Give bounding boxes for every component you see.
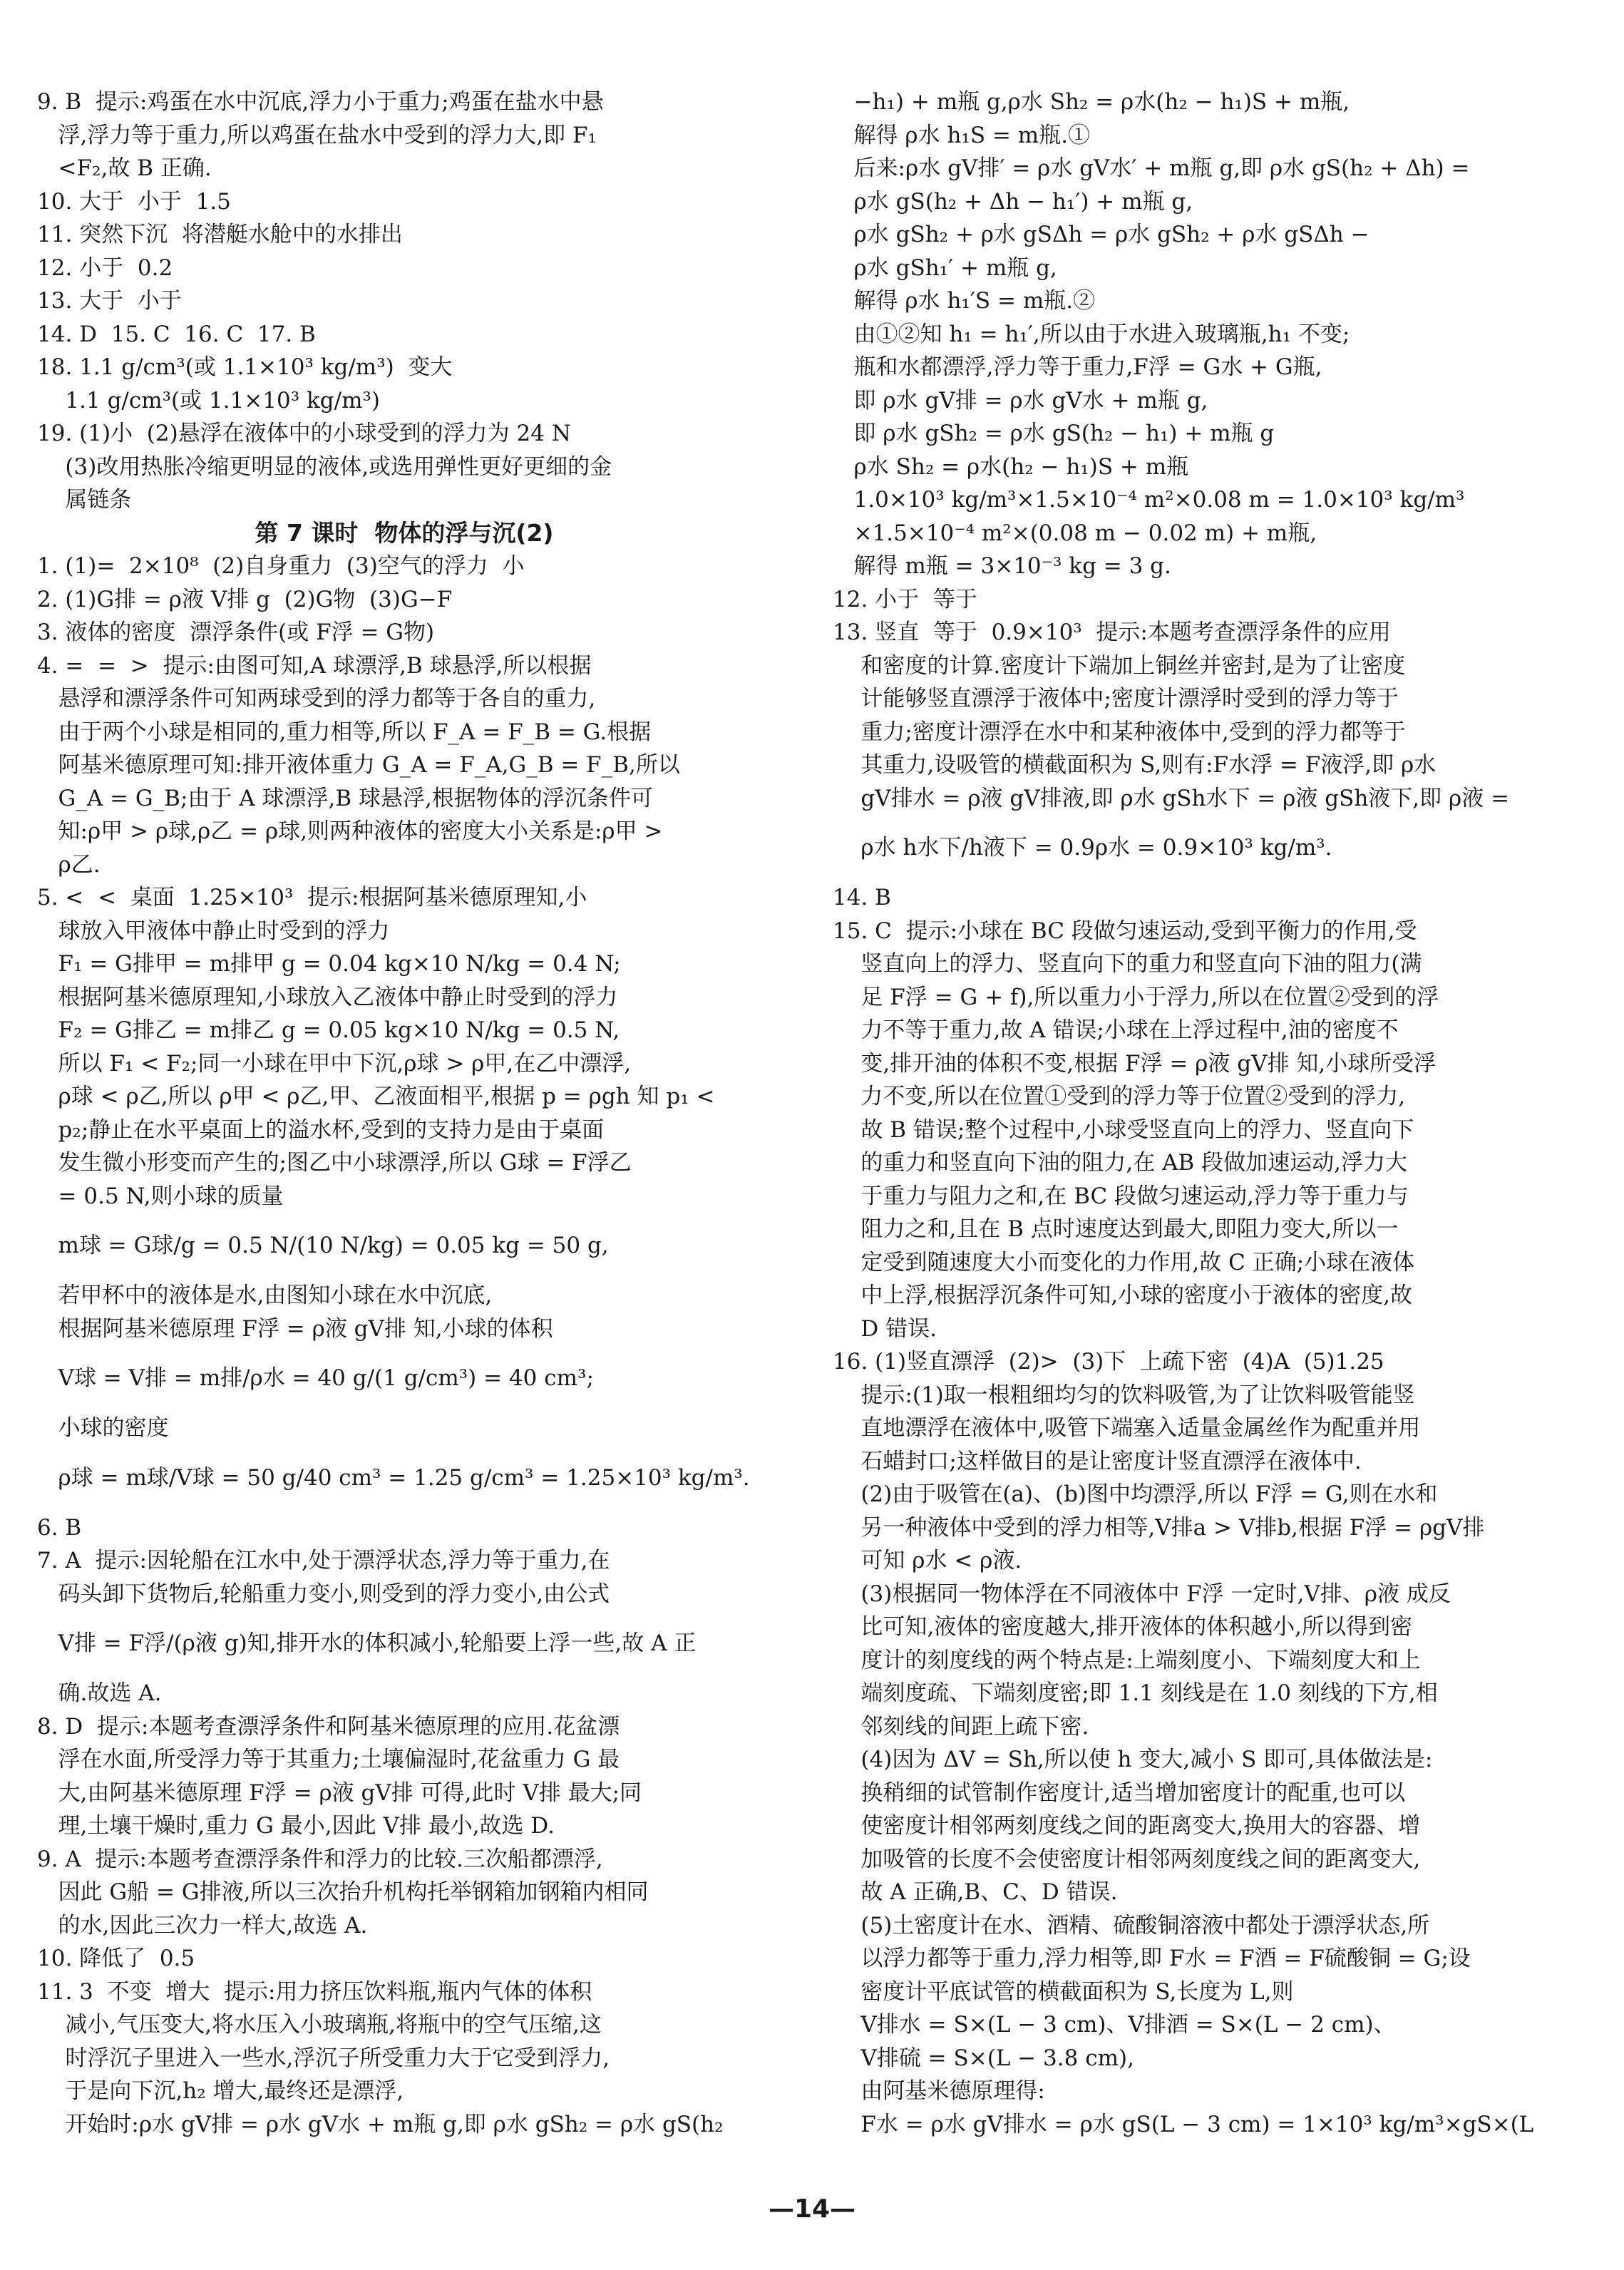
text-line: 即 ρ水 gV排 = ρ水 gV水 + m瓶 g, [833, 387, 1208, 414]
text-line: 12. 小于 0.2 [37, 255, 173, 281]
text-line: 密度计平底试管的横截面积为 S,长度为 L,则 [833, 1978, 1294, 2005]
text-line: 竖直向上的浮力、竖直向下的重力和竖直向下油的阻力(满 [833, 951, 1422, 977]
text-line: 开始时:ρ水 gV排 = ρ水 gV水 + m瓶 g,即 ρ水 gSh₂ = ρ水 gS(h₂ [37, 2111, 724, 2137]
text-line: F水 = ρ水 gV排水 = ρ水 gS(L − 3 cm) = 1×10³ kg/m³×gS×(L [833, 2111, 1534, 2137]
text-line: 10. 大于 小于 1.5 [37, 188, 231, 215]
text-line: 根据阿基米德原理知,小球放入乙液体中静止时受到的浮力 [37, 984, 618, 1010]
text-line: 使密度计相邻两刻度线之间的距离变大,换用大的容器、增 [833, 1813, 1421, 1839]
text-line: 重力;密度计漂浮在水中和某种液体中,受到的浮力都等于 [833, 719, 1406, 745]
text-line: 的重力和竖直向下油的阻力,在 AB 段做加速运动,浮力大 [833, 1150, 1407, 1176]
text-line: 14. B [833, 885, 891, 910]
text-line: 定受到随速度大小而变化的力作用,故 C 正确;小球在液体 [833, 1249, 1415, 1275]
text-line: 加吸管的长度不会使密度计相邻两刻度线之间的距离变大, [833, 1846, 1421, 1872]
text-line: 和密度的计算.密度计下端加上铜丝并密封,是为了让密度 [833, 652, 1406, 679]
text-line: 发生微小形变而产生的;图乙中小球漂浮,所以 G球 = F浮乙 [37, 1150, 632, 1176]
text-line: 后来:ρ水 gV排′ = ρ水 gV水′ + m瓶 g,即 ρ水 gS(h₂ + Δh) = [833, 155, 1470, 181]
text-line: 18. 1.1 g/cm³(或 1.1×10³ kg/m³) 变大 [37, 354, 453, 380]
page-number: —14— [768, 2194, 856, 2224]
text-line: 解得 ρ水 h₁′S = m瓶.② [833, 288, 1096, 314]
text-line: 14. D 15. C 16. C 17. B [37, 321, 316, 347]
text-line: (2)由于吸管在(a)、(b)图中均漂浮,所以 F浮 = G,则在水和 [833, 1481, 1438, 1507]
text-line: 减小,气压变大,将水压入小玻璃瓶,将瓶中的空气压缩,这 [37, 2012, 602, 2038]
text-line: 计能够竖直漂浮于液体中;密度计漂浮时受到的浮力等于 [833, 686, 1399, 712]
text-line: 悬浮和漂浮条件可知两球受到的浮力都等于各自的重力, [37, 686, 596, 712]
text-line: m球 = G球/g = 0.5 N/(10 N/kg) = 0.05 kg = 50 g, [37, 1233, 609, 1258]
text-line: 1.0×10³ kg/m³×1.5×10⁻⁴ m²×0.08 m = 1.0×10³ kg/m³ [833, 487, 1465, 513]
text-line: 属链条 [37, 487, 132, 513]
text-line: 力不等于重力,故 A 错误;小球在上浮过程中,油的密度不 [833, 1017, 1399, 1043]
text-line: 所以 F₁ < F₂;同一小球在甲中下沉,ρ球 > ρ甲,在乙中漂浮, [37, 1050, 632, 1077]
text-line: 其重力,设吸管的横截面积为 S,则有:F水浮 = F液浮,即 ρ水 [833, 752, 1437, 778]
text-line: 浮在水面,所受浮力等于其重力;土壤偏湿时,花盆重力 G 最 [37, 1747, 620, 1772]
text-line: gV排水 = ρ液 gV排液,即 ρ水 gSh水下 = ρ液 gSh液下,即 ρ液 = [833, 785, 1510, 811]
text-line: 大,由阿基米德原理 F浮 = ρ液 gV排 可得,此时 V排 最大;同 [37, 1779, 642, 1806]
text-line: 端刻度疏、下端刻度密;即 1.1 刻线是在 1.0 刻线的下方,相 [833, 1680, 1438, 1706]
text-line: 11. 3 不变 增大 提示:用力挤压饮料瓶,瓶内气体的体积 [37, 1978, 592, 2005]
text-line: 由于两个小球是相同的,重力相等,所以 F_A = F_B = G.根据 [37, 719, 652, 745]
text-line: 球放入甲液体中静止时受到的浮力 [37, 918, 390, 944]
text-line: 石蜡封口;这样做目的是让密度计竖直漂浮在液体中. [833, 1448, 1362, 1474]
text-line: 足 F浮 = G + f),所以重力小于浮力,所以在位置②受到的浮 [833, 984, 1439, 1010]
text-line: 若甲杯中的液体是水,由图知小球在水中沉底, [37, 1283, 493, 1308]
text-line: 时浮沉子里进入一些水,浮沉子所受重力大于它受到浮力, [37, 2045, 610, 2071]
text-line: 12. 小于 等于 [833, 586, 977, 612]
text-line: 1.1 g/cm³(或 1.1×10³ kg/m³) [37, 387, 380, 414]
text-line: V排硫 = S×(L − 3.8 cm), [833, 2045, 1134, 2071]
text-line: V排水 = S×(L − 3 cm)、V排酒 = S×(L − 2 cm)、 [833, 2012, 1396, 2038]
text-line: 理,土壤干燥时,重力 G 最小,因此 V排 最小,故选 D. [37, 1813, 555, 1839]
text-line: 解得 ρ水 h₁S = m瓶.① [833, 122, 1091, 148]
text-line: −h₁) + m瓶 g,ρ水 Sh₂ = ρ水(h₂ − h₁)S + m瓶, [833, 89, 1350, 115]
text-line: 瓶和水都漂浮,浮力等于重力,F浮 = G水 + G瓶, [833, 354, 1322, 380]
text-line: ρ乙. [37, 851, 101, 878]
right-column [833, 86, 1567, 2141]
text-line: 邻刻线的间距上疏下密. [833, 1713, 1089, 1740]
text-line: (3)根据同一物体浮在不同液体中 F浮 一定时,V排、ρ液 成反 [833, 1581, 1451, 1607]
text-line: 阿基米德原理可知:排开液体重力 G_A = F_A,G_B = F_B,所以 [37, 752, 680, 778]
text-line: 2. (1)G排 = ρ液 V排 g (2)G物 (3)G−F [37, 586, 453, 612]
text-line: 度计的刻度线的两个特点是:上端刻度小、下端刻度大和上 [833, 1647, 1421, 1673]
text-line: 于重力与阻力之和,在 BC 段做匀速运动,浮力等于重力与 [833, 1183, 1409, 1209]
text-line: p₂;静止在水平桌面上的溢水杯,受到的支持力是由于桌面 [37, 1116, 605, 1143]
text-line: 9. B 提示:鸡蛋在水中沉底,浮力小于重力;鸡蛋在盐水中悬 [37, 89, 604, 115]
text-line: 根据阿基米德原理 F浮 = ρ液 gV排 知,小球的体积 [37, 1315, 553, 1342]
text-line: G_A = G_B;由于 A 球漂浮,B 球悬浮,根据物体的浮沉条件可 [37, 785, 653, 811]
text-line: D 错误. [833, 1315, 937, 1342]
text-line: ×1.5×10⁻⁴ m²×(0.08 m − 0.02 m) + m瓶, [833, 520, 1317, 546]
text-line: V球 = V排 = m排/ρ水 = 40 g/(1 g/cm³) = 40 cm³; [37, 1365, 594, 1391]
text-line: ρ水 gSh₁′ + m瓶 g, [833, 255, 1057, 281]
text-line: ρ水 gSh₂ + ρ水 gSΔh = ρ水 gSh₂ + ρ水 gSΔh − [833, 222, 1369, 247]
text-line: 15. C 提示:小球在 BC 段做匀速运动,受到平衡力的作用,受 [833, 918, 1417, 944]
text-line: 故 B 错误;整个过程中,小球受竖直向上的浮力、竖直向下 [833, 1116, 1414, 1143]
text-line: 确.故选 A. [37, 1680, 162, 1706]
section-title: 第 7 课时 物体的浮与沉(2) [255, 518, 554, 547]
text-line: 4. = = > 提示:由图可知,A 球漂浮,B 球悬浮,所以根据 [37, 652, 592, 679]
text-line: 10. 降低了 0.5 [37, 1946, 195, 1971]
text-line: 16. (1)竖直漂浮 (2)> (3)下 上疏下密 (4)A (5)1.25 [833, 1349, 1384, 1375]
text-line: 中上浮,根据浮沉条件可知,小球的密度小于液体的密度,故 [833, 1283, 1412, 1308]
text-line: 换稍细的试管制作密度计,适当增加密度计的配重,也可以 [833, 1779, 1406, 1806]
text-line: 以浮力都等于重力,浮力相等,即 F水 = F酒 = F硫酸铜 = G;设 [833, 1946, 1471, 1971]
left-column [37, 86, 771, 2141]
text-line: ρ水 gS(h₂ + Δh − h₁′) + m瓶 g, [833, 188, 1193, 215]
text-line: 9. A 提示:本题考查漂浮条件和浮力的比较.三次船都漂浮, [37, 1846, 603, 1872]
text-line: 19. (1)小 (2)悬浮在液体中的小球受到的浮力为 24 N [37, 421, 571, 446]
text-line: (3)改用热胀冷缩更明显的液体,或选用弹性更好更细的金 [37, 453, 612, 480]
text-line: <F₂,故 B 正确. [37, 155, 212, 181]
text-line: 3. 液体的密度 漂浮条件(或 F浮 = G物) [37, 620, 435, 645]
text-line: 13. 竖直 等于 0.9×10³ 提示:本题考查漂浮条件的应用 [833, 620, 1391, 645]
text-line: ρ水 h水下/h液下 = 0.9ρ水 = 0.9×10³ kg/m³. [833, 835, 1332, 861]
text-line: 7. A 提示:因轮船在江水中,处于漂浮状态,浮力等于重力,在 [37, 1548, 610, 1573]
text-line: 码头卸下货物后,轮船重力变小,则受到的浮力变小,由公式 [37, 1581, 610, 1607]
text-line: ρ球 < ρ乙,所以 ρ甲 < ρ乙,甲、乙液面相平,根据 p = ρgh 知 p₁ < [37, 1084, 715, 1109]
text-line: ρ水 Sh₂ = ρ水(h₂ − h₁)S + m瓶 [833, 453, 1189, 480]
text-line: = 0.5 N,则小球的质量 [37, 1183, 284, 1209]
text-line: F₂ = G排乙 = m排乙 g = 0.05 kg×10 N/kg = 0.5 N, [37, 1017, 620, 1043]
text-line: 提示:(1)取一根粗细均匀的饮料吸管,为了让饮料吸管能竖 [833, 1382, 1415, 1408]
text-line: 5. < < 桌面 1.25×10³ 提示:根据阿基米德原理知,小 [37, 885, 587, 910]
text-line: 的水,因此三次力一样大,故选 A. [37, 1912, 368, 1938]
text-line: 由①②知 h₁ = h₁′,所以由于水进入玻璃瓶,h₁ 不变; [833, 321, 1350, 347]
text-line: 力不变,所以在位置①受到的浮力等于位置②受到的浮力, [833, 1084, 1406, 1109]
text-line: 6. B [37, 1514, 82, 1541]
text-line: ρ球 = m球/V球 = 50 g/40 cm³ = 1.25 g/cm³ = 1.25×10³ kg/m³. [37, 1464, 750, 1491]
text-line: 比可知,液体的密度越大,排开液体的体积越小,所以得到密 [833, 1614, 1412, 1640]
text-line: 故 A 正确,B、C、D 错误. [833, 1879, 1118, 1905]
text-line: 阻力之和,且在 B 点时速度达到最大,即阻力变大,所以一 [833, 1216, 1399, 1242]
text-line: V排 = F浮/(ρ液 g)知,排开水的体积减小,轮船要上浮一些,故 A 正 [37, 1630, 697, 1656]
text-line: 知:ρ甲 > ρ球,ρ乙 = ρ球,则两种液体的密度大小关系是:ρ甲 > [37, 818, 663, 844]
text-line: 另一种液体中受到的浮力相等,V排a > V排b,根据 F浮 = ρgV排 [833, 1514, 1485, 1541]
text-line: 1. (1)= 2×10⁸ (2)自身重力 (3)空气的浮力 小 [37, 553, 525, 579]
text-line: 因此 G船 = G排液,所以三次抬升机构托举钢箱加钢箱内相同 [37, 1879, 649, 1905]
text-line: 解得 m瓶 = 3×10⁻³ kg = 3 g. [833, 553, 1171, 579]
text-line: 8. D 提示:本题考查漂浮条件和阿基米德原理的应用.花盆漂 [37, 1713, 620, 1740]
text-line: 11. 突然下沉 将潜艇水舱中的水排出 [37, 222, 403, 247]
text-line: F₁ = G排甲 = m排甲 g = 0.04 kg×10 N/kg = 0.4 N; [37, 951, 621, 977]
text-line: (5)土密度计在水、酒精、硫酸铜溶液中都处于漂浮状态,所 [833, 1912, 1430, 1938]
text-line: 13. 大于 小于 [37, 288, 182, 314]
text-line: 直地漂浮在液体中,吸管下端塞入适量金属丝作为配重并用 [833, 1415, 1421, 1441]
text-line: 由阿基米德原理得: [833, 2078, 1045, 2104]
text-line: 浮,浮力等于重力,所以鸡蛋在盐水中受到的浮力大,即 F₁ [37, 122, 597, 148]
text-line: 变,排开油的体积不变,根据 F浮 = ρ液 gV排 知,小球所受浮 [833, 1050, 1437, 1077]
text-line: (4)因为 ΔV = Sh,所以使 h 变大,减小 S 即可,具体做法是: [833, 1747, 1433, 1772]
text-line: 即 ρ水 gSh₂ = ρ水 gS(h₂ − h₁) + m瓶 g [833, 421, 1275, 446]
text-line: 可知 ρ水 < ρ液. [833, 1548, 1022, 1573]
text-line: 于是向下沉,h₂ 增大,最终还是漂浮, [37, 2078, 404, 2104]
text-line: 小球的密度 [37, 1415, 169, 1441]
